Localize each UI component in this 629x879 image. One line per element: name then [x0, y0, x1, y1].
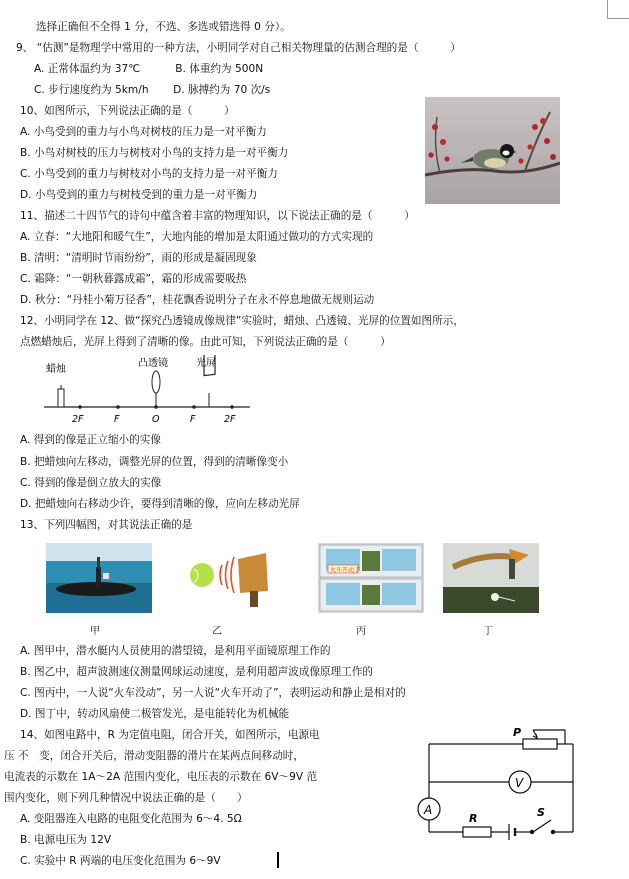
question-11-option-a: A. 立春：“大地阳和暖气生”，大地内能的增加是太阳通过做功的方式实现的 — [20, 231, 374, 243]
question-12-stem-line1: 12、小明同学在 12、做“探究凸透镜成像规律”实验时，蜡烛、凸透镜、光屏的位置如图所示， — [20, 315, 464, 327]
question-9-stem: 9、 “估测”是物理学中常用的一种方法，小明同学对自己相关物理量的估测合理的是（ ） — [16, 42, 461, 54]
tick-label-o: O — [152, 414, 160, 425]
tick-label-f-left: F — [114, 414, 120, 425]
question-14-stem-line3: 电流表的示数在 1A～2A 范围内变化，电压表的示数在 6V～9V 范 — [4, 771, 318, 783]
question-14-option-c: C. 实验中 R 两端的电压变化范围为 6～9V — [20, 855, 221, 867]
tick-label-f-right: F — [190, 414, 196, 425]
lens-experiment-figure — [38, 355, 258, 427]
instruction-line: 选择正确但不全得 1 分，不选、多选或错选得 0 分）。 — [36, 21, 291, 33]
ammeter-label: A — [424, 803, 433, 817]
candle-label: 蜡烛 — [46, 364, 66, 375]
tick-label-2f-right: 2F — [224, 414, 236, 425]
question-13-option-d: D. 图丁中，转动风扇使二极管发光，是电能转化为机械能 — [20, 708, 290, 720]
switch-label: S — [537, 806, 545, 819]
question-13-option-c: C. 图丙中，一人说“火车没动”，另一人说“火车开动了”，表明运动和静止是相对的 — [20, 687, 406, 699]
question-14-option-b: B. 电源电压为 12V — [20, 834, 112, 846]
question-14-stem-line1: 14、如图电路中，R 为定值电阻，闭合开关，如图所示，电源电 — [20, 729, 320, 741]
figure-caption-jia: 甲 — [90, 626, 100, 637]
question-12-option-c: C. 得到的像是倒立放大的实像 — [20, 477, 162, 489]
text-cursor — [277, 852, 279, 868]
figure-caption-ding: 丁 — [483, 626, 493, 637]
question-14-stem-line4: 围内变化，则下列几种情况中说法正确的是（ ） — [4, 792, 248, 804]
question-10-stem: 10、如图所示，下列说法正确的是（ ） — [20, 105, 235, 117]
question-13-option-b: B. 图乙中，超声波测速仪测量网球运动速度，是利用超声波成像原理工作的 — [20, 666, 373, 678]
fan-diode-photo — [443, 543, 539, 613]
question-10-option-c: C. 小鸟受到的重力与树枝对小鸟的支持力是一对平衡力 — [20, 168, 278, 180]
question-14-stem-line2: 压 不 变，闭合开关后，滑动变阻器的滑片在某两点间移动时， — [4, 750, 304, 762]
lens-label: 凸透镜 — [138, 358, 168, 369]
question-11-option-b: B. 清明：“清明时节雨纷纷”，雨的形成是凝固现象 — [20, 252, 257, 264]
question-10-option-d: D. 小鸟受到的重力与树枝受到的重力是一对平衡力 — [20, 189, 258, 201]
question-10-option-b: B. 小鸟对树枝的压力与树枝对小鸟的支持力是一对平衡力 — [20, 147, 289, 159]
figure-caption-yi: 乙 — [212, 626, 222, 637]
question-9-options-ab: A. 正常体温约为 37℃ B. 体重约为 500N — [34, 63, 264, 75]
question-12-stem-line2: 点燃蜡烛后，光屏上得到了清晰的像。由此可知，下列说法正确的是（ ） — [20, 336, 391, 348]
question-14-option-a: A. 变阻器连入电路的电阻变化范围为 6～4. 5Ω — [20, 813, 242, 825]
train-relative-motion-photo — [318, 543, 424, 613]
submarine-periscope-photo — [46, 543, 152, 613]
resistor-label: R — [469, 812, 478, 825]
rheostat-slider-label: P — [513, 726, 522, 739]
figure-caption-bing: 丙 — [356, 626, 366, 637]
question-11-option-d: D. 秋分：“丹桂小菊万径香”，桂花飘香说明分子在永不停息地做无规则运动 — [20, 294, 375, 306]
question-11-option-c: C. 霜降：“一朝秋暮露成霜”，霜的形成需要吸热 — [20, 273, 247, 285]
question-10-option-a: A. 小鸟受到的重力与小鸟对树枝的压力是一对平衡力 — [20, 126, 267, 138]
question-13-stem: 13、下列四幅图，对其说法正确的是 — [20, 519, 193, 531]
train-sign-text: 火车开动了 — [330, 567, 361, 574]
bird-on-branch-photo — [425, 97, 560, 204]
question-13-option-a: A. 图甲中，潜水艇内人员使用的潜望镜，是利用平面镜原理工作的 — [20, 645, 331, 657]
circuit-diagram — [405, 722, 605, 852]
question-9-options-cd: C. 步行速度约为 5km/h D. 脉搏约为 70 次/s — [34, 84, 271, 96]
screen-label: 光屏 — [196, 358, 216, 369]
voltmeter-label: V — [515, 776, 524, 790]
tick-label-2f-left: 2F — [72, 414, 84, 425]
page-corner-mark — [607, 0, 629, 19]
question-12-option-a: A. 得到的像是正立缩小的实像 — [20, 434, 161, 446]
question-12-option-b: B. 把蜡烛向左移动，调整光屏的位置，得到的清晰像变小 — [20, 456, 289, 468]
question-11-stem: 11、描述二十四节气的诗句中蕴含着丰富的物理知识，以下说法正确的是（ ） — [20, 210, 415, 222]
question-12-option-d: D. 把蜡烛向右移动少许，要得到清晰的像，应向左移动光屏 — [20, 498, 300, 510]
ultrasonic-speed-meter-photo — [180, 543, 280, 613]
